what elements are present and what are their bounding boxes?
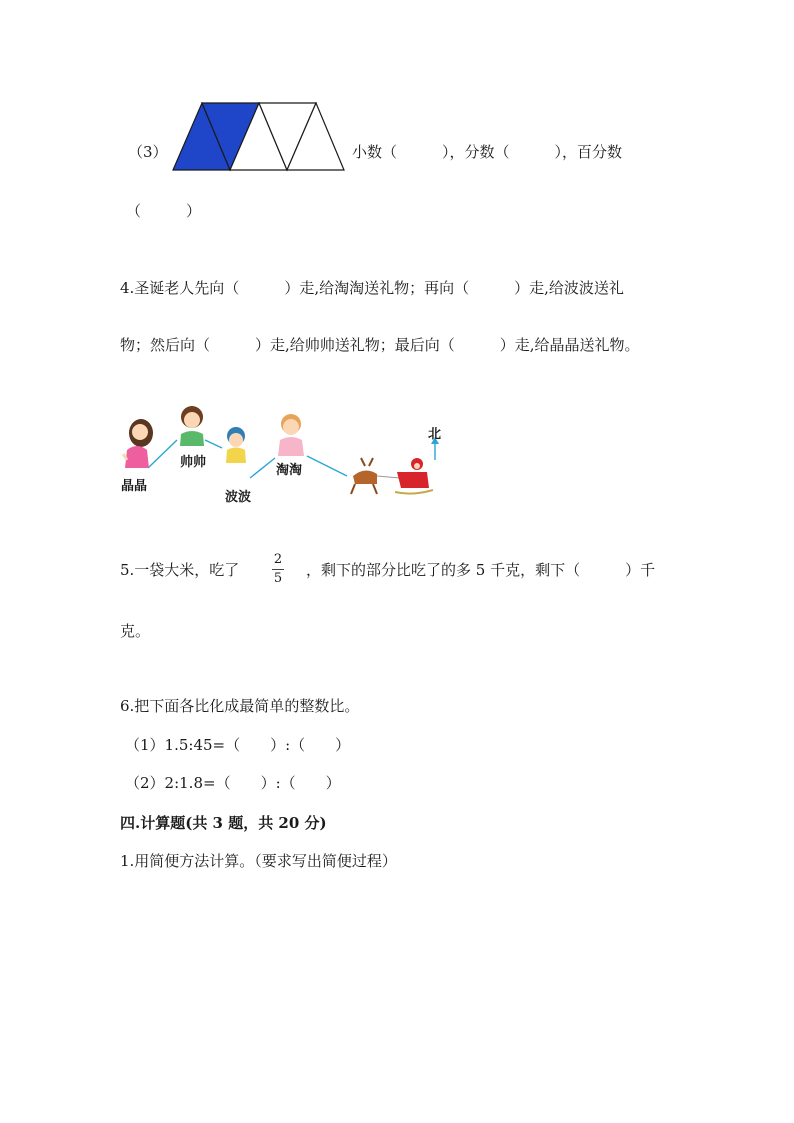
reindeer-sleigh-icon <box>351 458 433 494</box>
fraction-numerator: 2 <box>273 552 283 567</box>
fraction-denominator: 5 <box>273 571 283 586</box>
section4-q1: 1.用简便方法计算。（要求写出简便过程） <box>120 852 397 870</box>
q3-answer-blank: （ ） <box>126 202 202 220</box>
route-line-3 <box>250 458 275 478</box>
bobo-figure-icon <box>226 427 246 463</box>
route-line-2 <box>205 440 222 448</box>
route-line-4 <box>307 456 347 476</box>
section-heading: 四.计算题(共 3 题，共 20 分) <box>120 814 327 832</box>
route-map-illustration <box>115 400 455 505</box>
taotao-figure-icon <box>278 414 304 456</box>
name-label-bobo: 波波 <box>225 490 252 505</box>
sub-question-number: （3） <box>128 143 168 161</box>
q5-fraction <box>270 553 286 586</box>
fraction-bar <box>272 569 284 570</box>
q5-line-2: 克。 <box>120 622 151 640</box>
q4-line-1: 4.圣诞老人先向（ ）走,给淘淘送礼物；再向（ ）走,给波波送礼 <box>120 279 624 297</box>
q4-line-2: 物；然后向（ ）走,给帅帅送礼物；最后向（ ）走,给晶晶送礼物。 <box>120 336 640 354</box>
jingjing-figure-icon <box>123 419 153 468</box>
q6-item-1: （1）1.5:45=（ ）:（ ） <box>125 736 351 754</box>
route-line-1 <box>148 440 177 468</box>
shuaishuai-figure-icon <box>180 406 204 446</box>
q6-item-2: （2）2:1.8=（ ）:（ ） <box>125 774 341 792</box>
name-label-taotao: 淘淘 <box>276 463 303 478</box>
q3-answer-prompt: 小数（ ），分数（ ），百分数 <box>352 143 623 161</box>
q5-text-before: 5.一袋大米，吃了 <box>120 561 240 579</box>
name-label-shuaishuai: 帅帅 <box>180 455 207 470</box>
name-label-jingjing: 晶晶 <box>121 479 148 494</box>
q6-title: 6.把下面各比化成最简单的整数比。 <box>120 697 360 715</box>
north-label: 北 <box>428 427 442 442</box>
q5-text-after: ，剩下的部分比吃了的多 5 千克，剩下（ ）千 <box>306 561 656 579</box>
triangle-strip-figure <box>170 102 348 174</box>
